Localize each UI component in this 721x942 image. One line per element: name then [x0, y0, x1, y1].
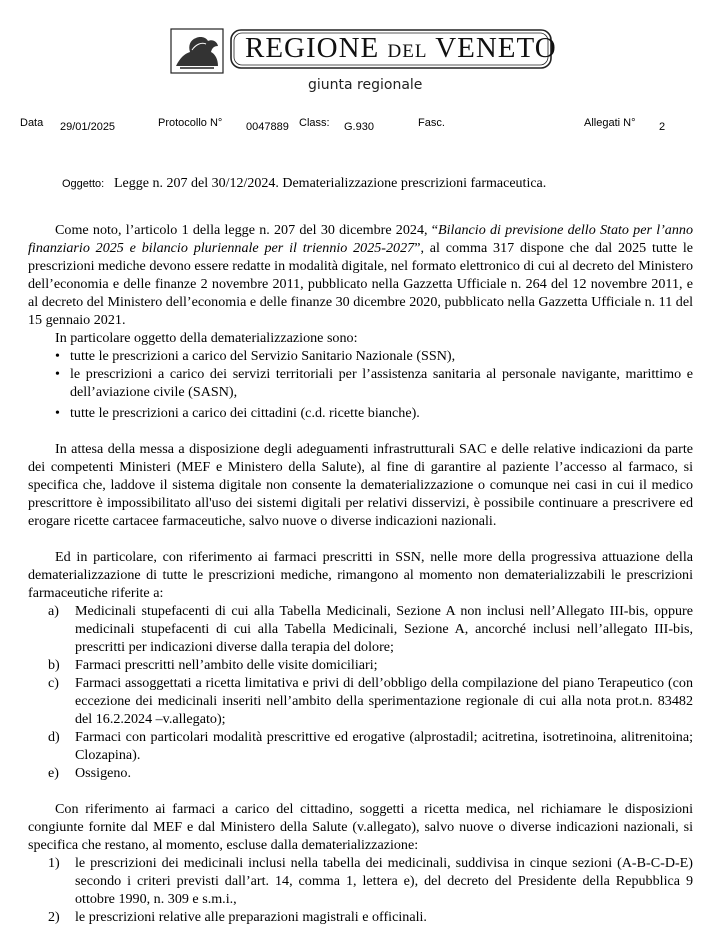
list-item: b) Farmaci prescritti nell’ambito delle visite domiciliari;	[48, 657, 378, 673]
bullet-item: • tutte le prescrizioni a carico dei cittadini (c.d. ricette bianche).	[28, 404, 693, 422]
letterhead	[0, 0, 721, 133]
allegati-label: Allegati N°	[584, 117, 636, 129]
data-label: Data	[20, 117, 44, 129]
lion-of-saint-mark-logo-icon	[170, 28, 224, 74]
class-value: G.930	[344, 121, 374, 133]
oggetto-label: Oggetto:	[62, 178, 105, 190]
bullet-item: • tutte le prescrizioni a carico del Servizio Sanitario Nazionale (SSN),	[28, 347, 693, 365]
list-item: e) Ossigeno.	[48, 765, 131, 781]
list-item: a) Medicinali stupefacenti di cui alla Tabella Medicinali, Sezione A non inclusi nell’Allegato III-bis, oppure medicinali stupefacenti di cui alla Tabella Medicinali, Sezione A, ancorché inclusi nell’allegato III-bis, prescritti per indicazioni diverse dalla terapia del dolore;	[48, 603, 693, 655]
paragraph-3: In attesa della messa a disposizione degli adeguamenti infrastrutturali SAC e delle relative indicazioni da parte dei competenti Ministeri (MEF e Ministero della Salute), al fine di garantire al paziente l’accesso al farmaco, si specifica che, laddove il sistema digitale non consente la dematerializzazione o comunque nei casi in cui il medico prescrittore è impossibilitato all'uso dei sistemi digitali per relativi disservizi, è possibile continuare a prescrivere ed erogare ricette cartacee farmaceutiche, salvo nuove o diverse indicazioni nazionali.	[28, 441, 693, 529]
class-label: Class:	[299, 117, 330, 129]
paragraph-1: Come noto, l’articolo 1 della legge n. 207 del 30 dicembre 2024, “Bilancio di previsione dello Stato per l’anno finanziario 2025 e bilancio pluriennale per il triennio 2025-2027”, al comma 317 dispone che dal 2025 tutte le prescrizioni mediche devono essere redatte in modalità digitale, nel formato elettronico di cui al decreto del Ministero dell’economia e delle finanze 2 novembre 2011, pubblicato nella Gazzetta Ufficiale n. 264 del 12 novembre 2011, e al decreto del Ministero dell’economia e delle finanze 30 dicembre 2020, pubblicato nella Gazzetta Ufficiale n. 11 del 15 gennaio 2021.	[28, 222, 694, 328]
bullet-list	[28, 347, 693, 422]
allegati-value: 2	[659, 121, 666, 133]
fasc-label: Fasc.	[418, 117, 445, 129]
protocollo-label: Protocollo N°	[158, 117, 223, 129]
logo-wordmark: REGIONE DEL VENETO	[245, 32, 557, 64]
list-item: 2) le prescrizioni relative alle preparazioni magistrali e officinali.	[48, 909, 427, 925]
law-title-italic: Bilancio di previsione dello Stato per l’anno finanziario 2025 e bilancio pluriennale per il triennio 2025-2027	[28, 222, 693, 256]
lettered-list	[28, 602, 693, 782]
list-item: 1) le prescrizioni dei medicinali inclusi nella tabella dei medicinali, suddivisa in cinque sezioni (A-B-C-D-E) secondo i criteri previsti dall’art. 14, comma 1, lettera e), del decreto del Presidente della Repubblica 9 ottobre 1990, n. 309 e s.m.i.,	[48, 855, 693, 907]
list-item: c) Farmaci assoggettati a ricetta limitativa e privi di dell’obbligo della compilazione del piano Terapeutico (con eccezione dei medicinali inseriti nell’ambito della sperimentazione regionale di cui alla nota prot.n. 83482 del 16.2.2024 –v.allegato);	[48, 675, 693, 727]
protocollo-value: 0047889	[246, 121, 289, 133]
giunta-regionale-subtitle: giunta regionale	[308, 77, 423, 93]
list-item: d) Farmaci con particolari modalità prescrittive ed erogative (alprostadil; acitretina, isotretinoina, alitrenitoina; Clozapina).	[48, 729, 693, 763]
letter-body	[28, 221, 693, 926]
paragraph-2: In particolare oggetto della dematerializzazione sono:	[55, 330, 358, 346]
bullet-item: • le prescrizioni a carico dei servizi territoriali per l’assistenza sanitaria al personale navigante, marittimo e dell’aviazione civile (SASN),	[28, 365, 693, 401]
numbered-list	[28, 854, 693, 926]
data-value: 29/01/2025	[60, 121, 116, 133]
oggetto-text: Legge n. 207 del 30/12/2024. Dematerializzazione prescrizioni farmaceutica.	[114, 176, 547, 191]
paragraph-5: Con riferimento ai farmaci a carico del cittadino, soggetti a ricetta medica, nel richiamare le disposizioni congiunte fornite dal MEF e dal Ministero della Salute (v.allegato), salvo nuove o diverse indicazioni nazionali, si specifica che restano, al momento, escluse dalla dematerializzazione:	[28, 801, 693, 853]
paragraph-4: Ed in particolare, con riferimento ai farmaci prescritti in SSN, nelle more della progressiva attuazione della dematerializzazione di tutte le prescrizioni mediche, rimangono al momento non dematerializzabili le prescrizioni farmaceutiche riferite a:	[28, 549, 693, 601]
